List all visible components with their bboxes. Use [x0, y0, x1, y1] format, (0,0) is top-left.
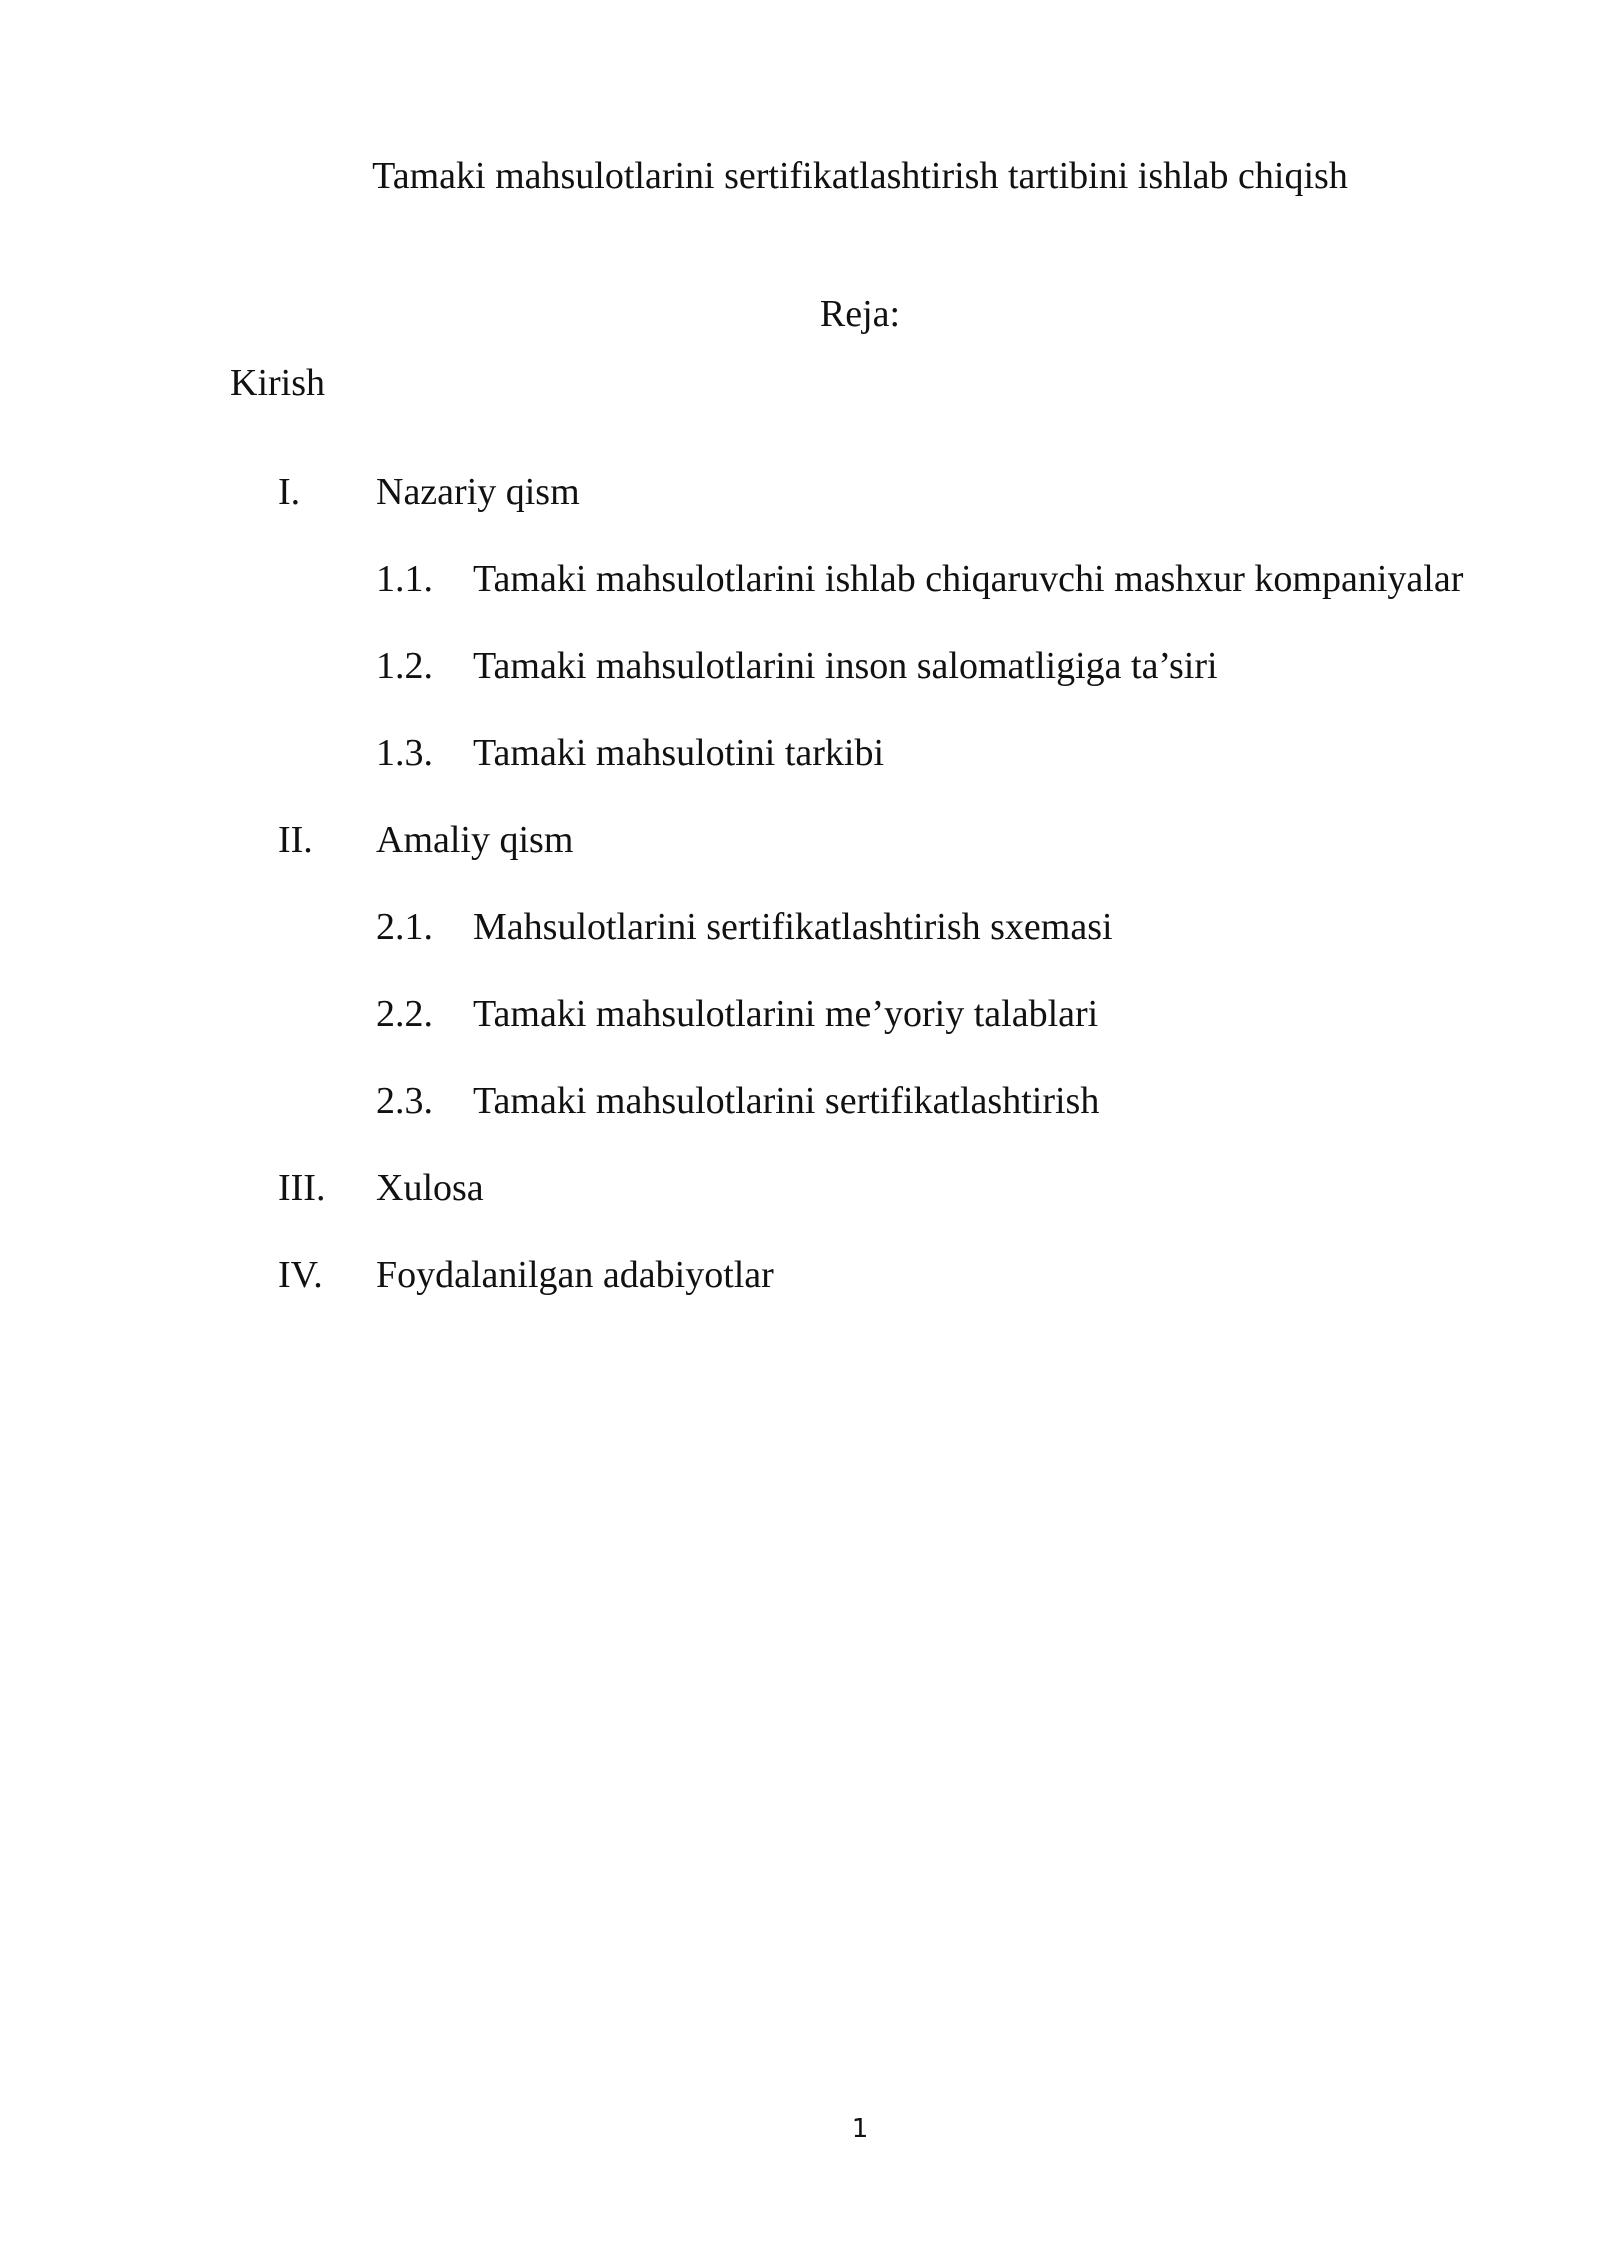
toc-section-label: Amaliy qism: [376, 819, 574, 861]
toc-subsection-number: 1.1.: [376, 558, 433, 600]
toc-subsection-number: 2.1.: [376, 906, 433, 948]
toc-subsection-label: Tamaki mahsulotini tarkibi: [473, 732, 885, 774]
toc-subsection-label: Tamaki mahsulotlarini sertifikatlashtirish: [473, 1080, 1100, 1122]
toc-subsection-label: Tamaki mahsulotlarini inson salomatligiga ta’siri: [473, 645, 1218, 687]
toc-section-label: Foydalanilgan adabiyotlar: [376, 1254, 774, 1296]
toc-section: [0, 466, 1600, 518]
intro-item: Kirish: [230, 362, 325, 404]
toc-section-label: Xulosa: [376, 1167, 484, 1209]
toc-subsection: [0, 553, 1600, 605]
toc-subsection: [0, 1075, 1600, 1127]
page-number: 1: [851, 2114, 869, 2144]
toc-section-number: II.: [278, 819, 313, 861]
toc-section: [0, 814, 1600, 866]
toc-subsection: [0, 640, 1600, 692]
toc-section-number: IV.: [278, 1254, 323, 1296]
toc-subsection-number: 1.3.: [376, 732, 433, 774]
toc-section: [0, 1249, 1600, 1301]
plan-heading: Reja:: [819, 293, 901, 335]
toc-subsection-label: Mahsulotlarini sertifikatlashtirish sxemasi: [473, 906, 1113, 948]
toc-subsection: [0, 727, 1600, 779]
toc-section-number: III.: [278, 1167, 326, 1209]
toc-subsection-label: Tamaki mahsulotlarini ishlab chiqaruvchi mashxur kompaniyalar: [473, 558, 1464, 600]
toc-section-number: I.: [278, 471, 301, 513]
toc-subsection: [0, 901, 1600, 953]
toc-subsection-label: Tamaki mahsulotlarini me’yoriy talablari: [473, 993, 1099, 1035]
toc-subsection-number: 1.2.: [376, 645, 433, 687]
toc-section-label: Nazariy qism: [376, 471, 580, 513]
toc-subsection-number: 2.2.: [376, 993, 433, 1035]
toc-subsection-number: 2.3.: [376, 1080, 433, 1122]
toc-subsection: [0, 988, 1600, 1040]
document-title: Tamaki mahsulotlarini sertifikatlashtirish tartibini ishlab chiqish: [372, 155, 1348, 197]
toc-section: [0, 1162, 1600, 1214]
